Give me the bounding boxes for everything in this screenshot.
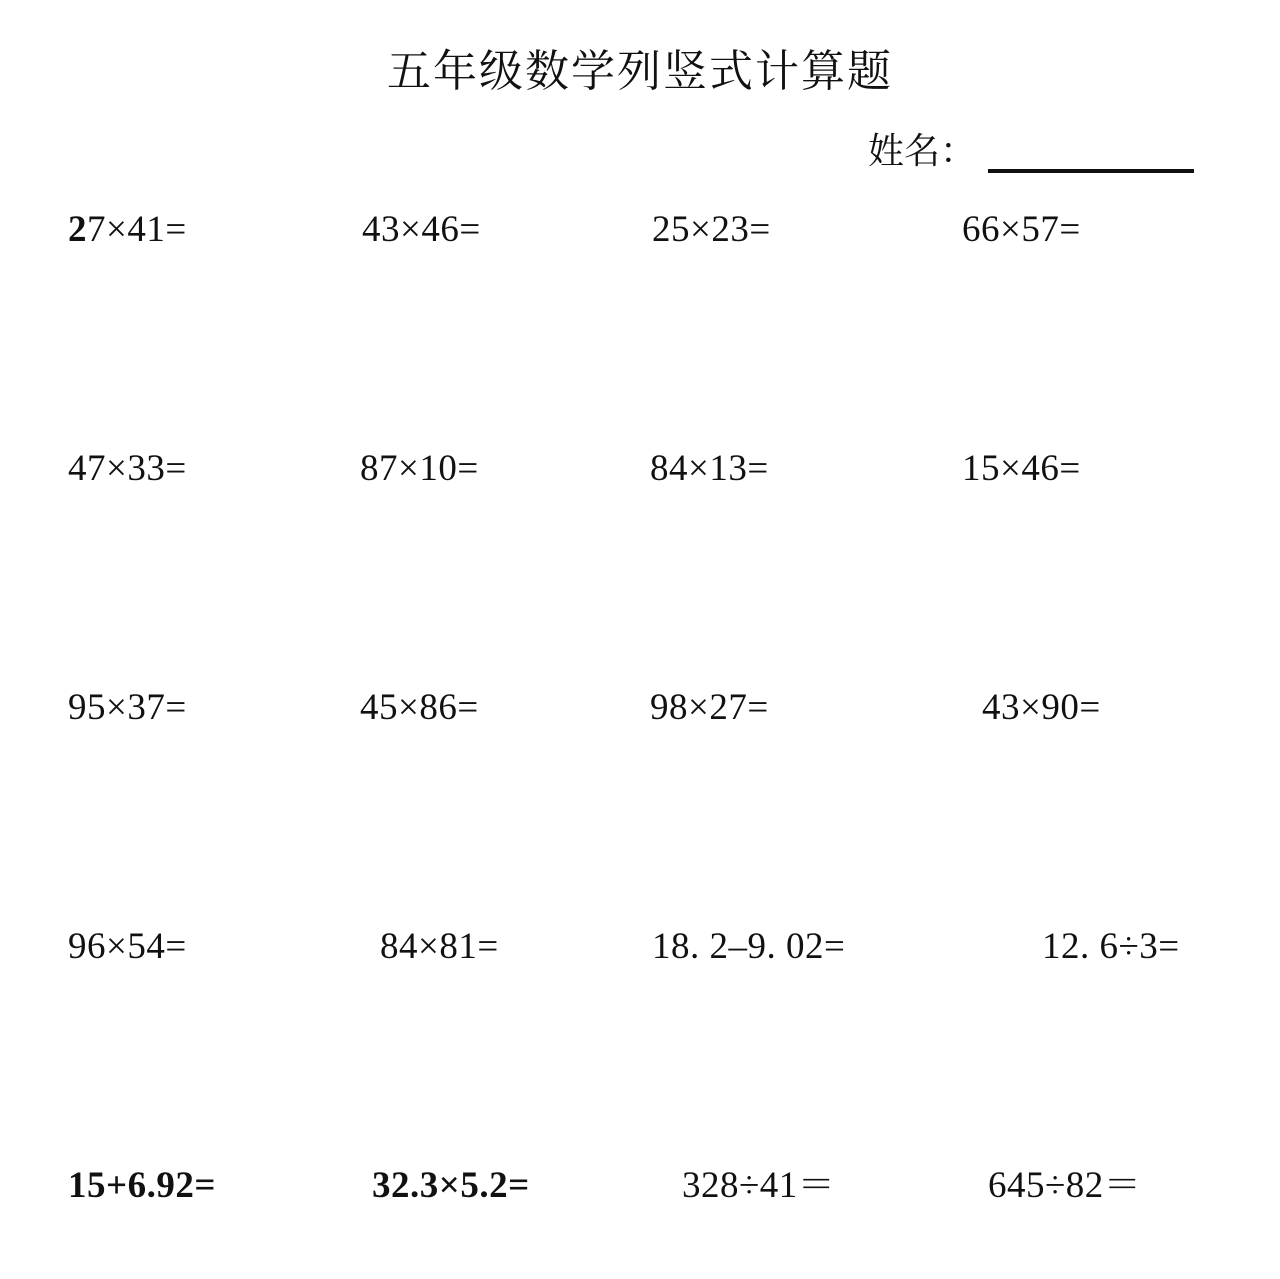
problem-2-4: 15×46=: [962, 448, 1081, 489]
problem-1-3: 25×23=: [652, 209, 771, 250]
problem-4-4: 12. 6÷3=: [1042, 926, 1180, 967]
problem-5-3: 328÷41＝: [682, 1165, 836, 1206]
problem-1-1: [68, 208, 187, 252]
name-blank-line[interactable]: [988, 169, 1194, 173]
problem-4-2: 84×81=: [380, 926, 499, 967]
name-field: [868, 126, 1194, 178]
problem-3-1: 95×37=: [68, 687, 187, 728]
worksheet-title: 五年级数学列竖式计算题: [387, 46, 893, 97]
problem-4-3: 18. 2–9. 02=: [652, 926, 846, 967]
problem-3-4: 43×90=: [982, 687, 1101, 728]
problem-5-2: 32.3×5.2=: [372, 1165, 530, 1206]
problem-2-2: 87×10=: [360, 448, 479, 489]
problem-1-4: 66×57=: [962, 209, 1081, 250]
problem-4-1: 96×54=: [68, 926, 187, 967]
problem-1-2: 43×46=: [362, 209, 481, 250]
problem-2-1: 47×33=: [68, 448, 187, 489]
problem-3-2: 45×86=: [360, 687, 479, 728]
problem-5-4: 645÷82＝: [988, 1165, 1142, 1206]
problem-rest: 7×41=: [87, 209, 187, 250]
problem-lead-digit: 2: [68, 209, 87, 250]
name-label: 姓名：: [868, 131, 977, 172]
problem-3-3: 98×27=: [650, 687, 769, 728]
problem-2-3: 84×13=: [650, 448, 769, 489]
problem-5-1: 15+6.92=: [68, 1165, 216, 1206]
